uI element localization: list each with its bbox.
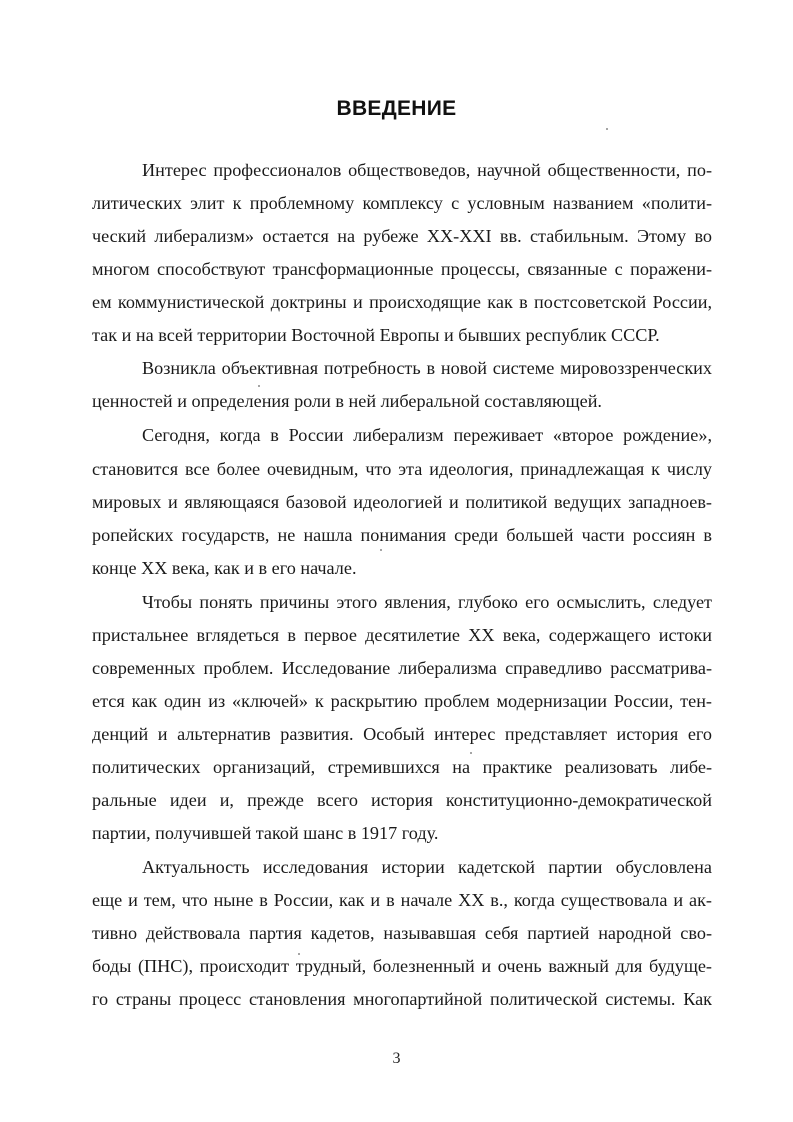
text-line: становится все более очевидным, что эта идеология, принадлежащая к числу [92,459,712,479]
scan-speck [606,128,608,130]
page-number: 3 [392,1050,401,1067]
text-line: тивно действовала партия кадетов, называвшая себя партией народной сво- [92,923,712,943]
text-line: го страны процесс становления многопартийной политической системы. Как [92,989,712,1009]
page-title: ВВЕДЕНИЕ [336,97,457,120]
text-line: так и на всей территории Восточной Европы и бывших республик СССР. [92,325,660,345]
text-line: Сегодня, когда в России либерализм переживает «второе рождение», [142,425,712,445]
text-line: ется как один из «ключей» к раскрытию проблем модернизации России, тен- [92,691,712,711]
scan-speck [380,549,382,551]
text-line: ем коммунистической доктрины и происходящие как в постсоветской России, [92,292,712,312]
text-line: боды (ПНС), происходит трудный, болезненный и очень важный для будуще- [92,956,712,976]
scan-speck [258,385,260,387]
text-line: Возникла объективная потребность в новой системе мировоззренческих [142,358,712,378]
text-line: Актуальность исследования истории кадетской партии обусловлена [142,857,712,877]
text-line: мировых и являющаяся базовой идеологией и политикой ведущих западноев- [92,492,712,512]
text-line: Интерес профессионалов обществоведов, научной общественности, по- [142,160,712,180]
scan-speck [470,752,472,754]
text-line: ческий либерализм» остается на рубеже XX-XXI вв. стабильным. Этому во [92,226,712,246]
text-line: современных проблем. Исследование либерализма справедливо рассматрива- [92,658,712,678]
text-line: литических элит к проблемному комплексу с условным названием «полити- [92,193,712,213]
text-line: ценностей и определения роли в ней либеральной составляющей. [92,391,602,411]
text-line: Чтобы понять причины этого явления, глубоко его осмыслить, следует [142,592,712,612]
text-line: политических организаций, стремившихся на практике реализовать либе- [92,757,712,777]
text-line: многом способствуют трансформационные процессы, связанные с поражени- [92,259,712,279]
text-line: пристальнее вглядеться в первое десятилетие XX века, содержащего истоки [92,625,712,645]
text-line: денций и альтернатив развития. Особый интерес представляет история его [92,724,712,744]
text-line: ропейских государств, не нашла понимания среди большей части россиян в [92,525,712,545]
text-line: партии, получившей такой шанс в 1917 году. [92,823,439,843]
text-line: конце XX века, как и в его начале. [92,558,357,578]
text-line: еще и тем, что ныне в России, как и в начале XX в., когда существовала и ак- [92,890,712,910]
text-line: ральные идеи и, прежде всего история конституционно-демократической [92,790,712,810]
scan-speck [298,953,300,955]
